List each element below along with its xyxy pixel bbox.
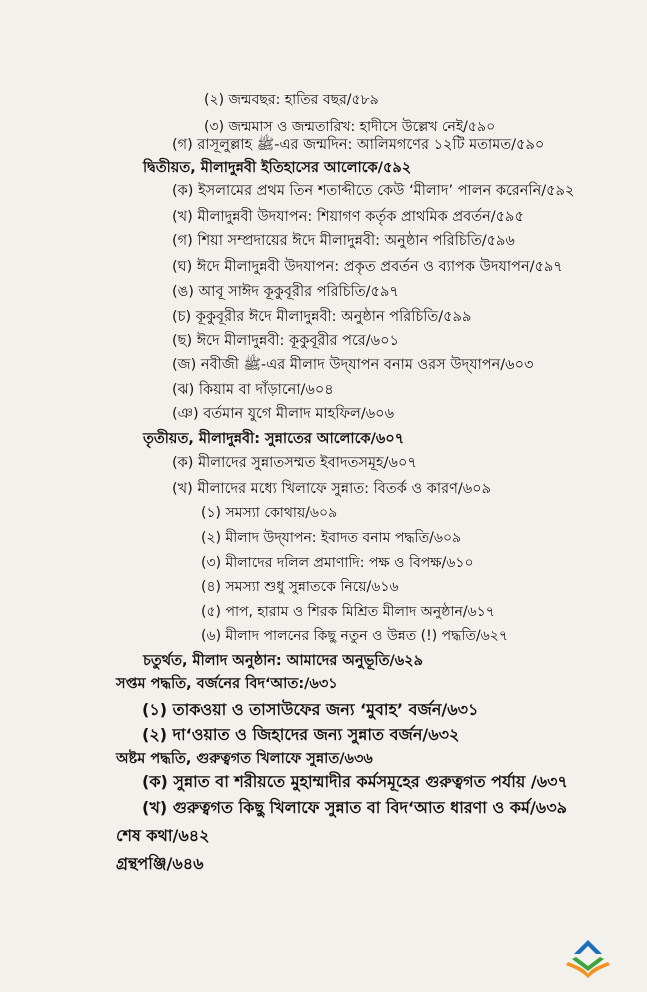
toc-entry: (ঞ) বর্তমান যুগে মীলাদ মাহফিল/৬০৬ <box>172 406 395 422</box>
toc-entry: (ঝ) কিয়াম বা দাঁড়ানো/৬০৪ <box>172 382 334 398</box>
toc-entry: (ক) মীলাদের সুন্নাতসম্মত ইবাদতসমূহ/৬০৭ <box>172 455 417 471</box>
toc-entry: (৫) পাপ, হারাম ও শিরক মিশ্রিত মীলাদ অনুষ্ঠান/৬১৭ <box>201 604 495 620</box>
toc-entry: (২) মীলাদ উদ্‌যাপন: ইবাদত বনাম পদ্ধতি/৬০৯ <box>201 530 462 546</box>
toc-entry: (ঘ) ঈদে মীলাদুন্নবী উদযাপন: প্রকৃত প্রবর্তন ও ব্যাপক উদযাপন/৫৯৭ <box>172 259 563 275</box>
toc-entry: (গ) রাসূলুল্লাহ ﷺ-এর জন্মদিন: আলিমগণের ১২টি মতামত/৫৯০ <box>172 137 545 153</box>
toc-entry: (ছ) ঈদে মীলাদুন্নবী: কূকুবূরীর পরে/৬০১ <box>172 333 399 349</box>
toc-entry: (খ) মীলাদুন্নবী উদযাপন: শিয়াগণ কর্তৃক প্রাথমিক প্রবর্তন/৫৯৫ <box>172 209 524 225</box>
toc-entry: (জ) নবীজী ﷺ-এর মীলাদ উদ্‌যাপন বনাম ওরস উদ্‌যাপন/৬০৩ <box>172 357 534 373</box>
toc-entry: (খ) গুরুত্বগত কিছু খিলাফে সুন্নাত বা বিদ‘আত ধারণা ও কর্ম/৬৩৯ <box>142 798 567 817</box>
toc-entry: (গ) শিয়া সম্প্রদায়ের ঈদে মীলাদুন্নবী: অনুষ্ঠান পরিচিতি/৫৯৬ <box>172 233 515 249</box>
toc-entry: (ক) ইসলামের প্রথম তিন শতাব্দীতে কেউ ‘মীলাদ’ পালন করেননি/৫৯২ <box>172 183 575 199</box>
toc-section-heading: দ্বিতীয়ত, মীলাদুন্নবী ইতিহাসের আলোকে/৫৯২ <box>143 160 412 176</box>
toc-chapter-heading: অষ্টম পদ্ধতি, গুরুত্বগত খিলাফে সুন্নাত/৬৩৬ <box>116 751 373 767</box>
toc-entry: (ঙ) আবূ সাঈদ কূকুবূরীর পরিচিতি/৫৯৭ <box>172 284 399 300</box>
toc-chapter-heading: সপ্তম পদ্ধতি, বর্জনের বিদ‘আত:/৬৩১ <box>116 676 338 692</box>
toc-entry: (১) তাকওয়া ও তাসাউফের জন্য ‘মুবাহ’ বর্জন/৬৩১ <box>142 700 479 719</box>
toc-entry: (৪) সমস্যা শুধু সুন্নাতকে নিয়ে/৬১৬ <box>201 579 399 595</box>
toc-entry: শেষ কথা/৬৪২ <box>116 826 210 845</box>
toc-entry: (চ) কূকুবূরীর ঈদে মীলাদুন্নবী: অনুষ্ঠান পরিচিতি/৫৯৯ <box>172 309 472 325</box>
toc-entry: গ্রন্থপঞ্জি/৬৪৬ <box>116 854 204 873</box>
toc-entry: (৬) মীলাদ পালনের কিছু নতুন ও উন্নত (!) পদ্ধতি/৬২৭ <box>201 628 508 644</box>
toc-entry: (৩) জন্মমাস ও জন্মতারিখ: হাদীসে উল্লেখ নেই/৫৯০ <box>204 119 496 135</box>
toc-entry: (১) সমস্যা কোথায়/৬০৯ <box>201 505 338 521</box>
toc-entry: (ক) সুন্নাত বা শরীয়তে মুহাম্মাদীর কর্মসমূহের গুরুত্বগত পর্যায় /৬৩৭ <box>142 772 568 791</box>
publisher-logo-icon <box>562 938 614 978</box>
toc-entry: (২) জন্মবছর: হাতির বছর/৫৮৯ <box>204 92 379 108</box>
toc-entry: (৩) মীলাদের দলিল প্রমাণাদি: পক্ষ ও বিপক্ষ/৬১০ <box>201 555 474 571</box>
toc-entry: (২) দা‘ওয়াত ও জিহাদের জন্য সুন্নাত বর্জন/৬৩২ <box>142 725 460 744</box>
toc-section-heading: তৃতীয়ত, মীলাদুন্নবী: সুন্নাতের আলোকে/৬০৭ <box>143 431 405 447</box>
toc-entry: (খ) মীলাদের মধ্যে খিলাফে সুন্নাত: বিতর্ক ও কারণ/৬০৯ <box>172 481 492 497</box>
toc-section-heading: চতুর্থত, মীলাদ অনুষ্ঠান: আমাদের অনুভূতি/৬২৯ <box>143 653 424 669</box>
